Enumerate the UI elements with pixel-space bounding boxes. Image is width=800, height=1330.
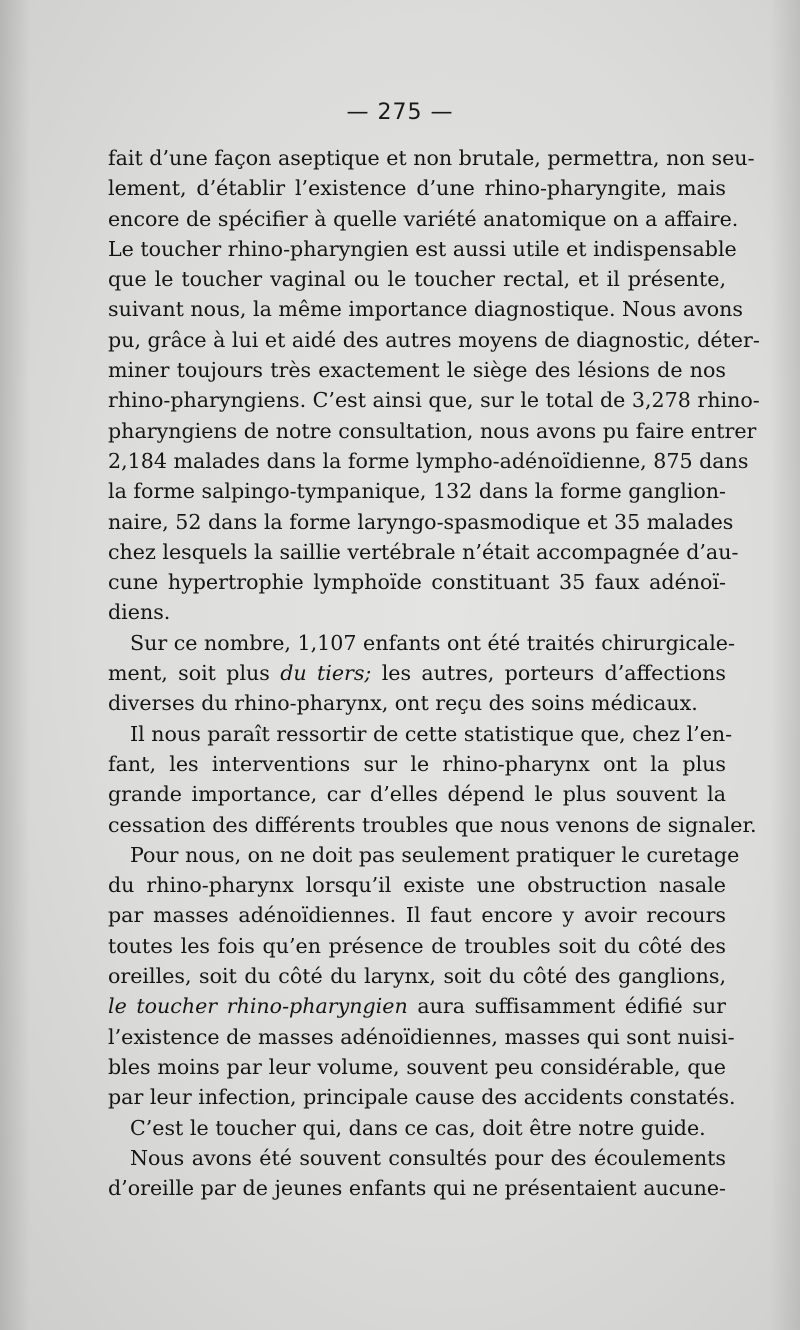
page-right-shadow — [770, 0, 800, 1330]
text-line: du rhino-pharynx lorsqu’il existe une obstruction nasale — [108, 873, 726, 898]
text-line: diverses du rhino-pharynx, ont reçu des soins médicaux. — [108, 691, 698, 716]
text-line: grande importance, car d’elles dépend le plus souvent la — [108, 782, 726, 807]
text-line: cessation des différents troubles que nous venons de signaler. — [108, 812, 757, 837]
italic-phrase: du tiers; — [280, 661, 372, 686]
text-line: suivant nous, la même importance diagnostique. Nous avons — [108, 297, 743, 322]
text-run: aura suffisamment édifié sur — [407, 994, 726, 1019]
text-line: Nous avons été souvent consultés pour des écoulements — [130, 1145, 726, 1170]
text-line: fant, les interventions sur le rhino-pharynx ont la plus — [108, 751, 726, 776]
text-line: miner toujours très exactement le siège des lésions de nos — [108, 358, 726, 383]
page-left-shadow — [0, 0, 30, 1330]
text-line: Pour nous, on ne doit pas seulement pratiquer le curetage — [130, 842, 740, 867]
text-line: oreilles, soit du côté du larynx, soit du côté des ganglions, — [108, 964, 726, 989]
text-line: rhino-pharyngiens. C’est ainsi que, sur le total de 3,278 rhino- — [108, 388, 760, 413]
text-line: Il nous paraît ressortir de cette statistique que, chez l’en- — [130, 721, 733, 746]
text-line: d’oreille par de jeunes enfants qui ne présentaient aucune- — [108, 1176, 726, 1201]
text-line: encore de spécifier à quelle variété anatomique on a affaire. — [108, 206, 739, 231]
text-line: diens. — [108, 600, 171, 625]
text-run: les autres, porteurs d’affections — [371, 661, 726, 686]
text-line: l’existence de masses adénoïdiennes, masses qui sont nuisi- — [108, 1024, 735, 1049]
text-line — [108, 991, 726, 1021]
page-number: — 275 — — [346, 100, 454, 125]
text-line: par leur infection, principale cause des accidents constatés. — [108, 1085, 736, 1110]
text-line: que le toucher vaginal ou le toucher rectal, et il présente, — [108, 267, 726, 292]
text-line: pu, grâce à lui et aidé des autres moyens de diagnostic, déter- — [108, 327, 760, 352]
italic-phrase: le toucher rhino-pharyngien — [108, 994, 408, 1019]
body-text — [108, 143, 760, 1203]
text-line: chez lesquels la saillie vertébrale n’était accompagnée d’au- — [108, 539, 739, 564]
text-line: bles moins par leur volume, souvent peu considérable, que — [108, 1054, 726, 1079]
text-line: naire, 52 dans la forme laryngo-spasmodique et 35 malades — [108, 509, 734, 534]
text-run: ment, soit plus — [108, 661, 281, 686]
text-line — [108, 658, 726, 688]
text-line: Sur ce nombre, 1,107 enfants ont été traités chirurgicale- — [130, 630, 735, 655]
text-line: par masses adénoïdiennes. Il faut encore y avoir recours — [108, 903, 726, 928]
text-line: C’est le toucher qui, dans ce cas, doit être notre guide. — [130, 1115, 706, 1140]
text-line: 2,184 malades dans la forme lympho-adénoïdienne, 875 dans — [108, 448, 749, 473]
text-line: la forme salpingo-tympanique, 132 dans la forme ganglion- — [108, 479, 726, 504]
text-line: lement, d’établir l’existence d’une rhino-pharyngite, mais — [108, 176, 726, 201]
text-line: cune hypertrophie lymphoïde constituant 35 faux adénoï- — [108, 570, 726, 595]
text-line: toutes les fois qu’en présence de troubles soit du côté des — [108, 933, 726, 958]
text-line: Le toucher rhino-pharyngien est aussi utile et indispensable — [108, 236, 737, 261]
text-line: fait d’une façon aseptique et non brutale, permettra, non seu- — [108, 146, 755, 170]
text-line: pharyngiens de notre consultation, nous avons pu faire entrer — [108, 418, 757, 443]
